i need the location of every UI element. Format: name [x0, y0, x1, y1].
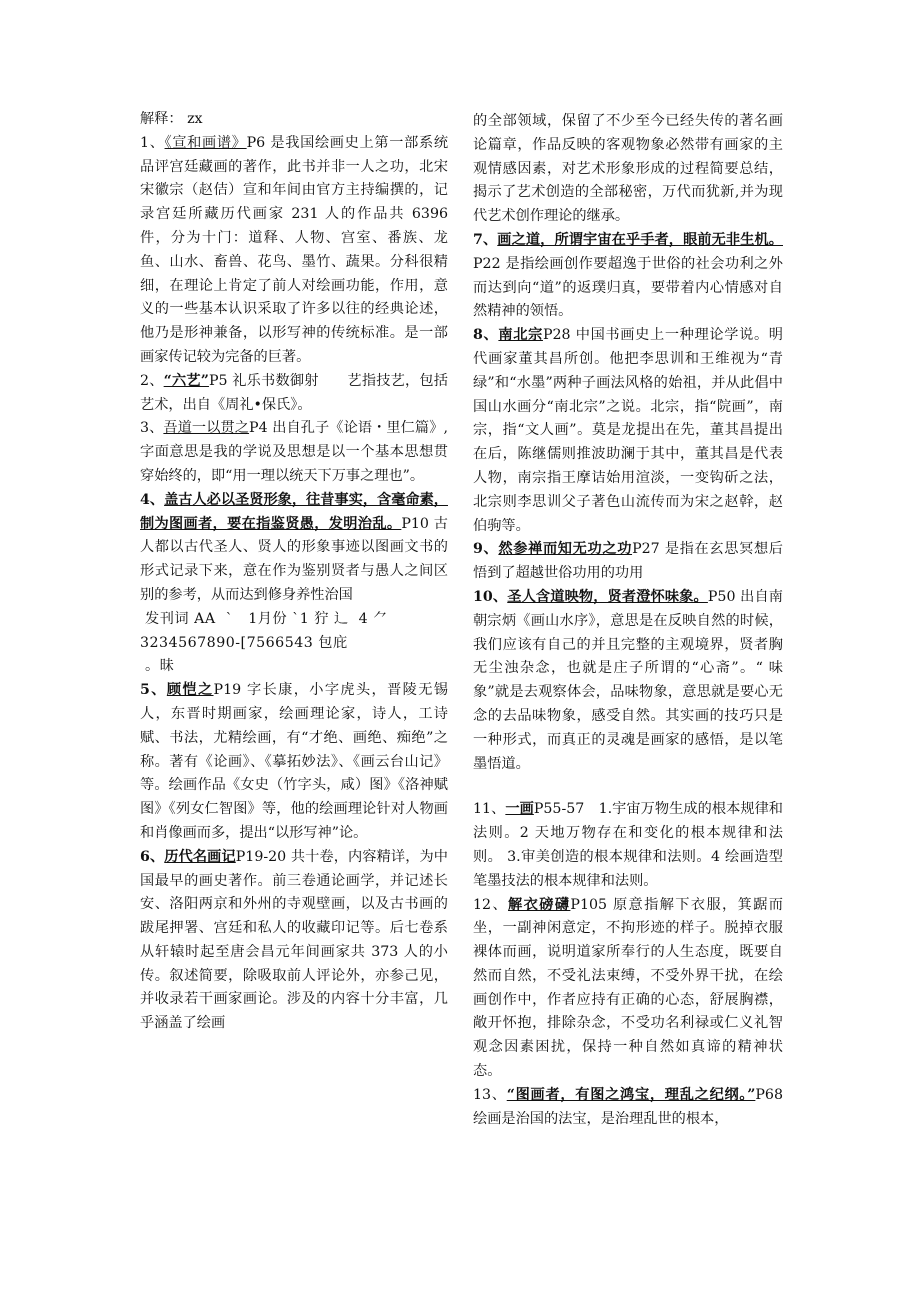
entry-term: 盖古人必以圣贤形象，往昔事实，含毫命素，制为图画者，要在指鉴贤愚，发明治乱。 [140, 491, 448, 532]
entry-term: 南北宗 [498, 327, 543, 344]
entry-9 [473, 538, 783, 586]
entry-text: P68 绘画是治国的法宝，是治理乱世的根本， [473, 1086, 783, 1127]
entry-text: P19-20 共十卷，内容精详，为中国最早的画史著作。前三卷通论画学，并记述长安、洛阳两京和外州的寺观壁画，以及古书画的跋尾押署、宫廷和私人的收藏印记等。后七卷系从轩辕时起至唐会昌元年间画家共 373 人的小传。叙述简要，除吸取前人评论外，亦参己见，并收录若干画家画论。涉及的内容十分丰富，几乎涵盖了绘画 [140, 848, 448, 1032]
entry-8 [473, 324, 783, 538]
left-column [140, 108, 448, 1036]
entry-number: 13、 [473, 1086, 507, 1103]
entry-term: 顾恺之 [166, 682, 214, 699]
entry-number: 10、 [473, 588, 508, 605]
entry-text: P5 礼乐书数御射 艺指技艺，包括艺术，出自《周礼•保氏》。 [140, 372, 448, 413]
entry-4 [140, 489, 448, 608]
entry-number: 7、 [473, 231, 498, 248]
entry-number: 1、 [140, 134, 165, 151]
entry-1 [140, 132, 448, 370]
entry-term: 解衣磅礴 [508, 896, 571, 913]
section-header: 解释： zx [140, 111, 203, 127]
entry-text: P55-57 1.宇宙万物生成的根本规律和法则。2 天地万物存在和变化的根本规律和法则。 3.审美创造的根本规律和法则。4 绘画造型笔墨技法的根本规律和法则。 [473, 801, 783, 889]
stray-text-line: 。昧 [140, 658, 175, 675]
entry-number: 3、 [140, 420, 164, 437]
entry-11 [473, 798, 783, 893]
entry-text: P10 古人都以古代圣人、贤人的形象事迹以图画文书的形式记录下来，意在作为鉴别贤者与愚人之间区别的参考，从而达到修身养性治国 [140, 515, 448, 603]
stray-text-line: 3234567890-[7566543 包庇 [140, 634, 348, 651]
entry-term: 历代名画记 [164, 848, 236, 865]
entry-6-continued: 的全部领域，保留了不少至今已经失传的著名画论篇章，作品反映的客观物象必然带有画家的主观情感因素，对艺术形象形成的过程简要总结，揭示了艺术创造的全部秘密，万代而犹新,并为现代艺术创作理论的继承。 [473, 113, 783, 225]
paragraph-gap [473, 776, 783, 798]
right-column [473, 110, 783, 1131]
entry-text: P28 中国书画史上一种理论学说。明代画家董其昌所创。他把李思训和王维视为“青绿”和“水墨”两种子画法风格的始祖，并从此倡中国山水画分“南北宗”之说。北宗，指“院画”，南宗，指“文人画”。莫是龙提出在先，董其昌提出在后，陈继儒则推波助澜于其中，董其昌是代表人物，南宗指王摩诘始用渲淡，一变钩斫之法，北宗则李思训父子著色山流传而为宋之赵幹，赵伯驹等。 [473, 327, 783, 534]
entry-number: 2、 [140, 372, 164, 389]
entry-term: 画之道，所谓宇宙在乎手者，眼前无非生机。 [497, 231, 783, 248]
entry-10 [473, 586, 783, 776]
entry-number: 11、 [473, 801, 506, 818]
entry-text: P22 是指绘画创作要超逸于世俗的社会功利之外而达到向“道”的返璞归真，要带着内心情感对自然精神的领悟。 [473, 255, 783, 320]
entry-13 [473, 1084, 783, 1132]
entry-text: P105 原意指解下衣服，箕踞而坐，一副神闲意定，不拘形迹的样子。脱掉衣服裸体而画，说明道家所奉行的人生态度，既要自然而自然，不受礼法束缚，不受外界干扰，在绘画创作中，作者应持有正确的心态，舒展胸襟，敞开怀抱，排除杂念，不受功名利禄或仁义礼智观念因素困扰，保持一种自然如真谛的精神状态。 [473, 896, 783, 1080]
entry-number: 9、 [473, 541, 499, 558]
entry-term: 然参禅而知无功之功 [498, 541, 633, 558]
entry-text: P6 是我国绘画史上第一部系统品评宫廷藏画的著作，此书并非一人之功，北宋宋徽宗（赵佶）宣和年间由官方主持编撰的，记录宫廷所藏历代画家 231 人的作品共 6396 件，分为十门：道释、人物、宫室、番族、龙鱼、山水、畜兽、花鸟、墨竹、蔬果。分科很精细，在理论上肯定了前人对绘画功能，作用，意义的一些基本认识采取了许多以往的经典论述，他乃是形神兼备，以形写神的传统标准。是一部画家传记较为完备的巨著。 [140, 134, 449, 365]
entry-12 [473, 894, 783, 1084]
entry-text: P19 字长康，小字虎头，晋陵无锡人，东晋时期画家，绘画理论家，诗人，工诗赋、书法，尤精绘画，有“才绝、画绝、痴绝”之称。著有《论画》、《摹拓妙法》、《画云台山记》等。绘画作品《女史（竹字头，咸）图》《洛神赋图》《列女仁智图》等，他的绘画理论针对人物画和肖像画而多，提出“以形写神”论。 [140, 682, 448, 841]
entry-text: P50 出自南朝宗炳《画山水序》，意思是在反映自然的时候，我们应该有自己的并且完整的主观境界，贤者胸无尘浊杂念，也就是庄子所谓的“心斋”。“ 味象”就是去观察体会，品味物象，意思就是要心无念的去品味物象，感受自然。其实画的技巧只是一种形式，而真正的灵魂是画家的感悟，是以笔墨悟道。 [473, 588, 783, 772]
stray-text-line: 发刊词 AA ` 1月份 `1 狞 辶 4 ⺈ [140, 610, 388, 627]
entry-term: “六艺” [163, 372, 209, 389]
entry-text: P4 出自孔子《论语・里仁篇》,字面意思是我的学说及思想是以一个基本思想贯穿始终的，即“用一理以统天下万事之理也”。 [140, 420, 448, 484]
entry-3 [140, 417, 448, 488]
entry-term: 圣人含道映物，贤者澄怀味象。 [507, 588, 708, 605]
entry-number: 12、 [473, 896, 509, 913]
entry-term: “图画者，有图之鸿宝，理乱之纪纲。” [506, 1086, 756, 1103]
entry-term: 《宣和画谱》 [164, 134, 247, 151]
entry-number: 4、 [140, 491, 165, 508]
entry-number: 8、 [473, 327, 499, 344]
entry-term: 一画 [505, 801, 534, 818]
entry-term: 吾道一以贯之 [163, 420, 250, 437]
entry-text: P27 是指在玄思冥想后悟到了超越世俗功用的功用 [473, 541, 783, 582]
entry-6 [140, 846, 448, 1036]
entry-2 [140, 370, 448, 418]
entry-7 [473, 229, 783, 324]
entry-number: 5、 [140, 682, 167, 699]
entry-5 [140, 679, 448, 846]
entry-number: 6、 [140, 848, 165, 865]
